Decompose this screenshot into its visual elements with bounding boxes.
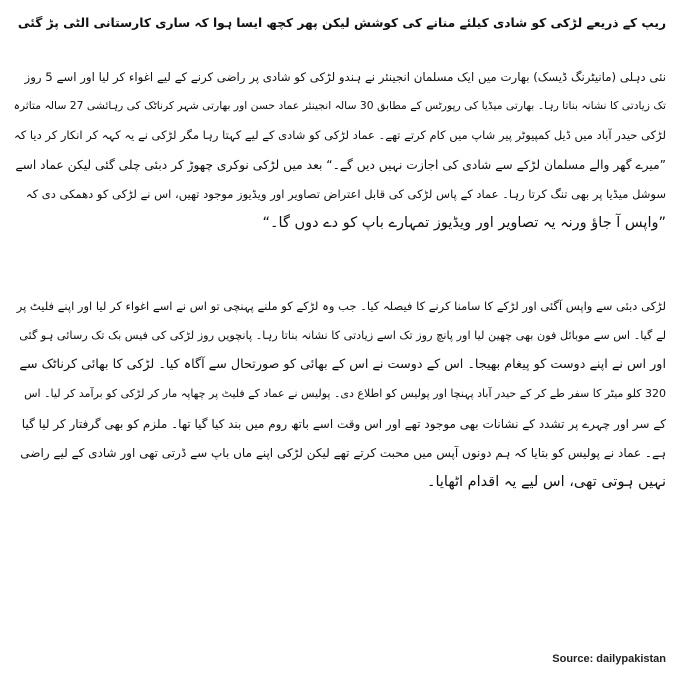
paragraph-line: لڑکی دبئی سے واپس آگئی اور لڑکے کا سامنا کرنے کا فیصلہ کیا۔ جب وہ لڑکے کو ملنے پہنچی تو اس نے اسے اغواء کر لیا اور اپنے فلیٹ پر: [16, 299, 666, 313]
paragraph-line: نہیں ہوتی تھی، اس لیے یہ اقدام اٹھایا۔: [426, 474, 666, 490]
paragraph-line: تک زیادتی کا نشانہ بناتا رہا۔ بھارتی میڈیا کی رپورٹس کے مطابق 30 سالہ انجینئر عماد حسن اور بھارتی شہر کرناٹک کی رہائشی 27 سالہ متاثرہ: [13, 99, 666, 112]
news-article: [14, 0, 666, 682]
paragraph-line: اور اس نے اپنے دوست کو پیغام بھیجا۔ اس کے دوست نے اس کے بھائی کو صورتحال سے آگاہ کیا۔ لڑکی کا بھائی کرناٹک سے: [19, 357, 666, 372]
paragraph-line: ”میرے گھر والے مسلمان لڑکے سے شادی کی اجازت نہیں دیں گے۔“ بعد میں لڑکی نوکری چھوڑ کر دبئی چلی گئی لیکن عماد اسے: [15, 158, 666, 172]
source-credit: Source: dailypakistan: [552, 653, 666, 665]
paragraph-line: لڑکی حیدر آباد میں ڈیل کمپیوٹر پیر شاپ میں کام کرتے تھے۔ عماد لڑکی کو شادی کے لیے کہتا رہا مگر لڑکی نے یہ کہہ کر انکار کر دیا کہ: [14, 128, 666, 142]
paragraph-line: ہے۔ عماد نے پولیس کو بتایا کہ ہم دونوں آپس میں محبت کرتے تھے لیکن لڑکی اپنے ماں باپ سے ڈرتی تھی اور شادی کے لیے راضی: [20, 446, 666, 460]
paragraph-line: سوشل میڈیا پر بھی تنگ کرتا رہا۔ عماد کے پاس لڑکی کی قابل اعتراض تصاویر اور ویڈیوز موجود تھیں، اس نے لڑکی کو دھمکی دی کہ: [25, 187, 666, 201]
paragraph-line: 320 کلو میٹر کا سفر طے کر کے حیدر آباد پہنچا اور پولیس کو اطلاع دی۔ پولیس نے عماد کے فلیٹ پر چھاپہ مار کر لڑکی کو برآمد کر لیا۔ اس: [24, 387, 666, 400]
paragraph-line: کے سر اور چہرے پر تشدد کے نشانات بھی موجود تھے اور اس وقت اسے باتھ روم میں بند کیا گیا تھا۔ ملزم کو بھی گرفتار کر لیا گیا: [21, 417, 666, 431]
paragraph-line: لے گیا۔ اس سے موبائل فون بھی چھین لیا اور پانچ روز تک اسے زیادتی کا نشانہ بناتا رہا۔ پانچویں روز لڑکی کی فیس بک تک رسائی ہو گئی: [19, 329, 666, 342]
headline: ریپ کے ذریعے لڑکی کو شادی کیلئے منانے کی کوشش لیکن پھر کچھ ایسا ہوا کہ ساری کارستانی الٹی پڑ گئی: [17, 16, 666, 30]
paragraph-line: نئی دہلی (مانیٹرنگ ڈیسک) بھارت میں ایک مسلمان انجینئر نے ہندو لڑکی کو شادی پر راضی کرنے کے لیے اغواء کر لیا اور اسے 5 روز: [24, 70, 666, 84]
paragraph-line: ”واپس آ جاؤ ورنہ یہ تصاویر اور ویڈیوز تمہارے باپ کو دے دوں گا۔“: [262, 215, 666, 231]
